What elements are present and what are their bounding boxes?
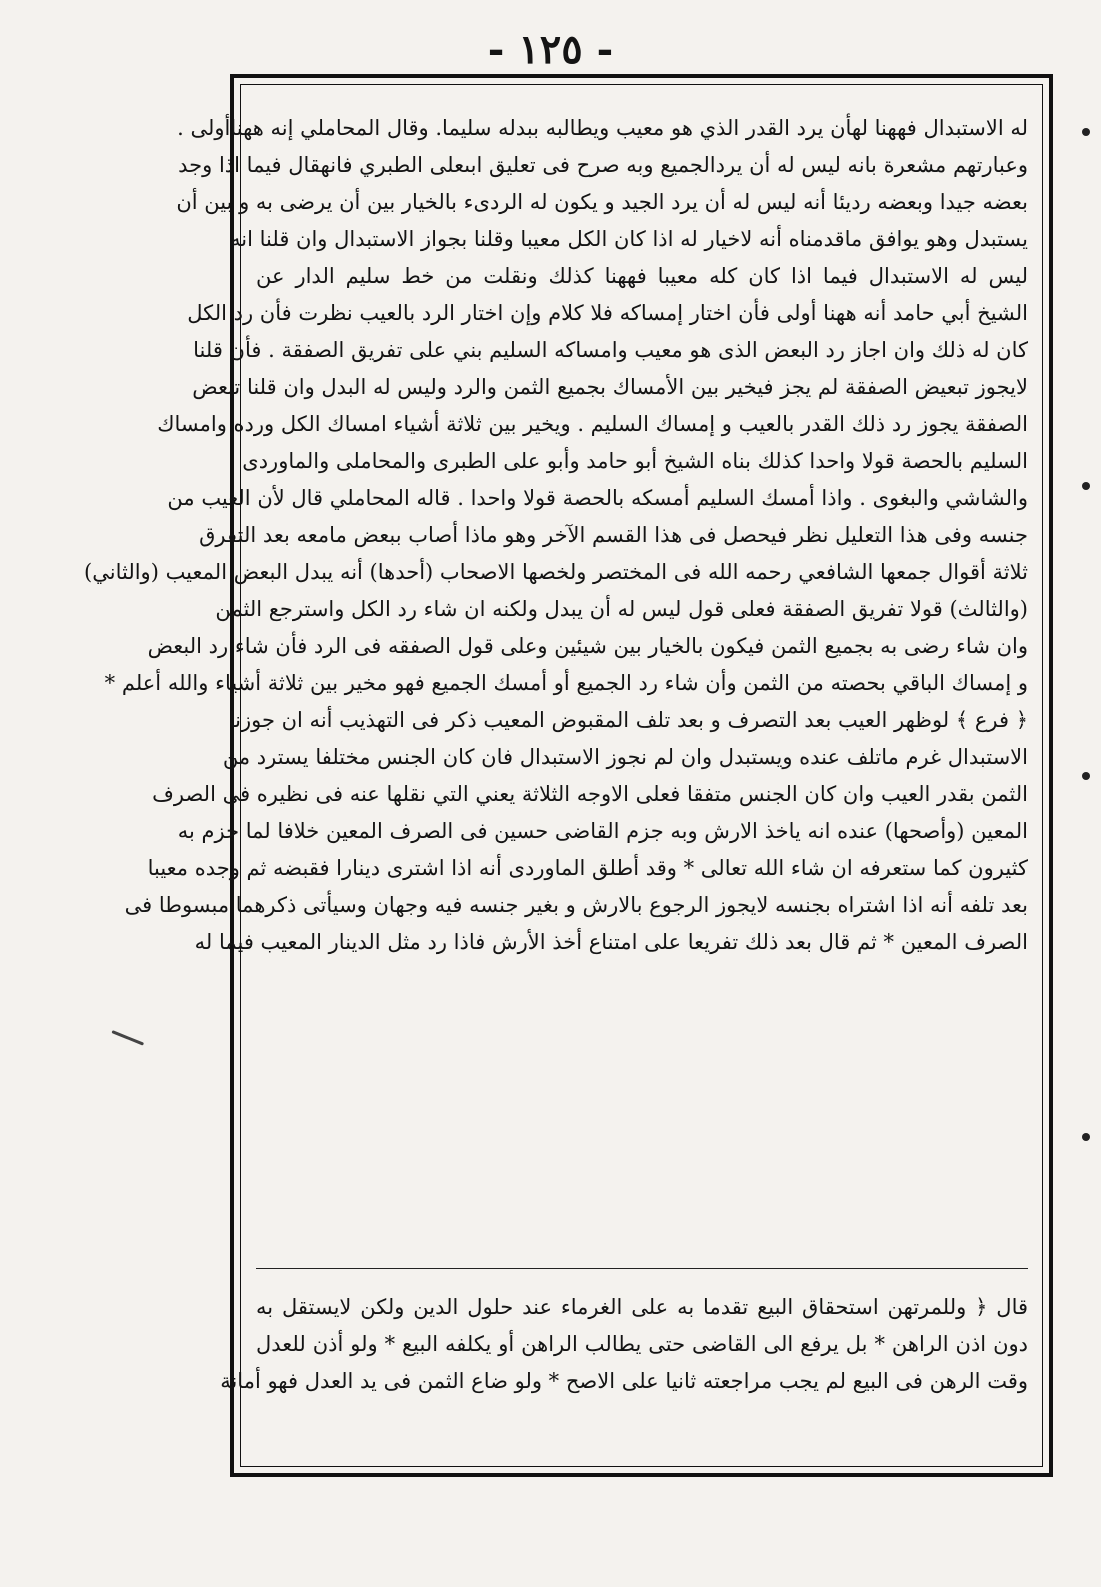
text-line: جنسه وفى هذا التعليل نظر فيحصل فى هذا القسم الآخر وهو ماذا أصاب ببعض مامعه بعد التفرق bbox=[199, 523, 1028, 547]
footnote-line: دون اذن الراهن * بل يرفع الى القاضى حتى يطالب الراهن أو يكلفه البيع * ولو أذن للعدل bbox=[256, 1332, 1028, 1356]
text-line: المعين (وأصحها) عنده انه ياخذ الارش وبه جزم القاضى حسين فى الصرف المعين خلافا لما جزم به bbox=[177, 819, 1028, 843]
page-number: - ١٢٥ - bbox=[487, 26, 614, 73]
text-line: و إمساك الباقي بحصته من الثمن وأن شاء رد الجميع أو أمسك الجميع فهو مخير بين ثلاثة أشياء والله أعلم * bbox=[104, 671, 1028, 695]
text-line: والشاشي والبغوى . واذا أمسك السليم أمسكه بالحصة قولا واحدا . قاله المحاملي قال لأن العيب من bbox=[167, 486, 1028, 510]
margin-dot-mark bbox=[1082, 482, 1090, 490]
margin-dot-mark bbox=[1082, 772, 1090, 780]
text-line: له الاستبدال فههنا لهأن يرد القدر الذي هو معيب ويطالبه ببدله سليما. وقال المحاملي إنه ههناأولى . bbox=[177, 116, 1028, 140]
footnote-line: وقت الرهن فى البيع لم يجب مراجعته ثانيا على الاصح * ولو ضاع الثمن فى يد العدل فهو أمانة bbox=[220, 1369, 1028, 1393]
text-line: لايجوز تبعيض الصفقة لم يجز فيخير بين الأمساك بجميع الثمن والرد وليس له البدل وان قلنا تبعض bbox=[192, 375, 1028, 399]
footnote-line: قال ﴿ وللمرتهن استحقاق البيع تقدما به على الغرماء عند حلول الدين ولكن لايستقل به bbox=[256, 1295, 1028, 1319]
text-line: ثلاثة أقوال جمعها الشافعي رحمه الله فى المختصر ولخصها الاصحاب (أحدها) أنه يبدل البعض المعيب (والثاني) bbox=[84, 560, 1028, 584]
text-line: الصرف المعين * ثم قال بعد ذلك تفريعا على امتناع أخذ الأرش فاذا رد مثل الدينار المعيب فيما له bbox=[194, 930, 1028, 954]
main-text-block bbox=[84, 110, 1028, 961]
text-line: وعبارتهم مشعرة بانه ليس له أن يردالجميع وبه صرح فى تعليق ابىعلى الطبري فانهقال فيما اذا وجد bbox=[178, 153, 1028, 177]
margin-dot-mark bbox=[1082, 128, 1090, 136]
text-line: ﴿ فرع ﴾ لوظهر العيب بعد التصرف و بعد تلف المقبوض المعيب ذكر فى التهذيب أنه ان جوزنا bbox=[228, 708, 1028, 732]
footnote-separator bbox=[256, 1268, 1028, 1269]
text-line: الشيخ أبي حامد أنه ههنا أولى فأن اختار إمساكه فلا كلام وإن اختار الرد بالعيب نظرت فأن رد الكل bbox=[187, 301, 1028, 325]
text-line: بعضه جيدا وبعضه رديئا أنه ليس له أن يرد الجيد و يكون له الردىء بالخيار بين أن يرضى به و بين أن bbox=[176, 190, 1028, 214]
text-line: وان شاء رضى به بجميع الثمن فيكون بالخيار بين شيئين وعلى قول الصفقه فى الرد فأن شاء رد البعض bbox=[147, 634, 1028, 658]
text-line: ليس له الاستبدال فيما اذا كان كله معيبا فههنا كذلك ونقلت من خط سليم الدار عن bbox=[256, 264, 1028, 288]
footnote-text-block bbox=[220, 1282, 1028, 1393]
text-line: الاستبدال غرم ماتلف عنده ويستبدل وان لم نجوز الاستبدال فان كان الجنس مختلفا يسترد من bbox=[222, 745, 1028, 769]
text-line: الثمن بقدر العيب وان كان الجنس متفقا فعلى الاوجه الثلاثة يعني التي نقلها عنه فى نظيره فى الصرف bbox=[152, 782, 1028, 806]
text-line: (والثالث) قولا تفريق الصفقة فعلى قول ليس له أن يبدل ولكنه ان شاء رد الكل واسترجع الثمن bbox=[215, 597, 1028, 621]
text-line: الصفقة يجوز رد ذلك القدر بالعيب و إمساك السليم . ويخير بين ثلاثة أشياء امساك الكل ورده وامساك bbox=[157, 412, 1028, 436]
margin-pen-stroke bbox=[111, 1030, 144, 1046]
text-line: بعد تلفه أنه اذا اشتراه بجنسه لايجوز الرجوع بالارش و بغير جنسه فيه وجهان وسيأتى ذكرهما مبسوطا فى bbox=[124, 893, 1028, 917]
margin-dot-mark bbox=[1082, 1133, 1090, 1141]
text-line: السليم بالحصة قولا واحدا كذلك بناه الشيخ أبو حامد وأبو على الطبرى والمحاملى والماوردى bbox=[242, 449, 1028, 473]
text-line: يستبدل وهو يوافق ماقدمناه أنه لاخيار له اذا كان الكل معيبا وقلنا بجواز الاستبدال وان قلنا انه bbox=[230, 227, 1028, 251]
text-line: كان له ذلك وان اجاز رد البعض الذى هو معيب وامساكه السليم بني على تفريق الصفقة . فأن قلنا bbox=[193, 338, 1028, 362]
text-line: كثيرون كما ستعرفه ان شاء الله تعالى * وقد أطلق الماوردى أنه اذا اشترى دينارا فقبضه ثم وجده معيبا bbox=[147, 856, 1028, 880]
